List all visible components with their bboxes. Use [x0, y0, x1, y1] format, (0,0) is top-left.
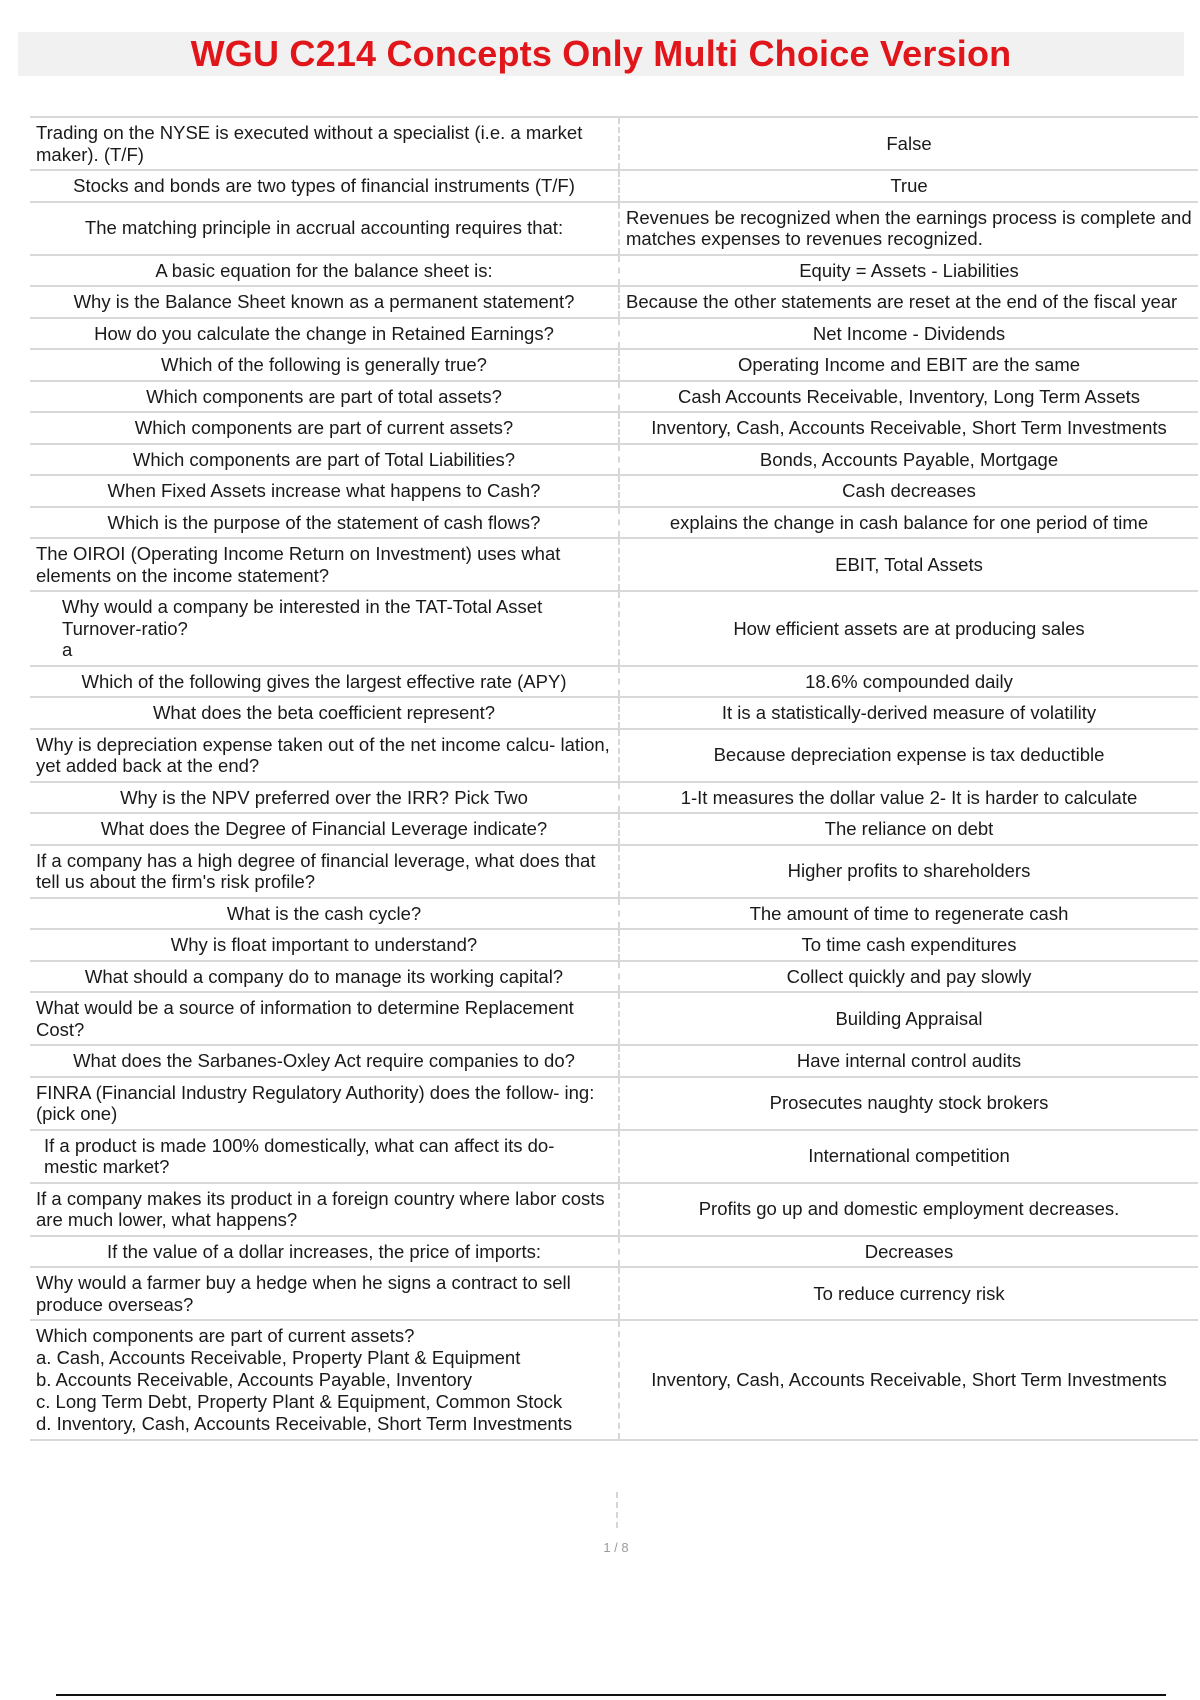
question-cell: What is the cash cycle?	[30, 898, 619, 930]
table-row	[30, 591, 1198, 666]
table-row	[30, 992, 1198, 1045]
question-cell: If a product is made 100% domestically, what can affect its do- mestic market?	[30, 1130, 619, 1183]
answer-cell: Operating Income and EBIT are the same	[619, 349, 1198, 381]
question-cell	[30, 1320, 619, 1440]
question-cell: FINRA (Financial Industry Regulatory Authority) does the follow- ing: (pick one)	[30, 1077, 619, 1130]
question-cell: Which is the purpose of the statement of cash flows?	[30, 507, 619, 539]
answer-cell: True	[619, 170, 1198, 202]
question-cell: Why is depreciation expense taken out of the net income calcu- lation, yet added back at the end?	[30, 729, 619, 782]
answer-cell: The amount of time to regenerate cash	[619, 898, 1198, 930]
table-row	[30, 117, 1198, 170]
table-row	[30, 412, 1198, 444]
question-cell: The OIROI (Operating Income Return on Investment) uses what elements on the income statement?	[30, 538, 619, 591]
question-cell: What does the Sarbanes-Oxley Act require companies to do?	[30, 1045, 619, 1077]
answer-cell: Have internal control audits	[619, 1045, 1198, 1077]
answer-cell: Prosecutes naughty stock brokers	[619, 1077, 1198, 1130]
table-row	[30, 538, 1198, 591]
answer-cell: How efficient assets are at producing sales	[619, 591, 1198, 666]
answer-cell: Decreases	[619, 1236, 1198, 1268]
table-row	[30, 507, 1198, 539]
answer-option: d. Inventory, Cash, Accounts Receivable, Short Term Investments	[36, 1413, 573, 1434]
question-cell: A basic equation for the balance sheet is:	[30, 255, 619, 287]
answer-cell: Cash Accounts Receivable, Inventory, Long Term Assets	[619, 381, 1198, 413]
answer-cell: Inventory, Cash, Accounts Receivable, Short Term Investments	[619, 1320, 1198, 1440]
question-cell: Which components are part of current assets?	[30, 412, 619, 444]
page-title: WGU C214 Concepts Only Multi Choice Version	[190, 33, 1012, 74]
answer-cell: EBIT, Total Assets	[619, 538, 1198, 591]
answer-cell: The reliance on debt	[619, 813, 1198, 845]
table-row	[30, 666, 1198, 698]
table-row	[30, 1130, 1198, 1183]
question-cell: Which of the following is generally true?	[30, 349, 619, 381]
question-cell: What would be a source of information to determine Replacement Cost?	[30, 992, 619, 1045]
question-cell: Why is float important to understand?	[30, 929, 619, 961]
table-row	[30, 697, 1198, 729]
table-row	[30, 286, 1198, 318]
table-row	[30, 1183, 1198, 1236]
answer-cell: False	[619, 117, 1198, 170]
table-row	[30, 845, 1198, 898]
answer-option: b. Accounts Receivable, Accounts Payable, Inventory	[36, 1369, 473, 1390]
table-row	[30, 782, 1198, 814]
question-cell: Stocks and bonds are two types of financial instruments (T/F)	[30, 170, 619, 202]
answer-cell: Net Income - Dividends	[619, 318, 1198, 350]
table-row	[30, 898, 1198, 930]
answer-cell: 1-It measures the dollar value 2- It is harder to calculate	[619, 782, 1198, 814]
answer-cell: Building Appraisal	[619, 992, 1198, 1045]
answer-cell: explains the change in cash balance for one period of time	[619, 507, 1198, 539]
table-row	[30, 1236, 1198, 1268]
answer-cell: Equity = Assets - Liabilities	[619, 255, 1198, 287]
answer-cell: Because depreciation expense is tax deductible	[619, 729, 1198, 782]
answer-cell: To reduce currency risk	[619, 1267, 1198, 1320]
table-row	[30, 202, 1198, 255]
table-row	[30, 1077, 1198, 1130]
answer-option: a. Cash, Accounts Receivable, Property Plant & Equipment	[36, 1347, 521, 1368]
table-row	[30, 255, 1198, 287]
table-row	[30, 1267, 1198, 1320]
answer-cell: Higher profits to shareholders	[619, 845, 1198, 898]
question-cell: Which components are part of Total Liabilities?	[30, 444, 619, 476]
question-option-marker: a	[62, 639, 73, 660]
question-cell: Why is the NPV preferred over the IRR? Pick Two	[30, 782, 619, 814]
question-cell	[30, 591, 619, 666]
table-row	[30, 1045, 1198, 1077]
question-cell: When Fixed Assets increase what happens to Cash?	[30, 475, 619, 507]
question-cell: What does the Degree of Financial Leverage indicate?	[30, 813, 619, 845]
table-row	[30, 1320, 1198, 1440]
question-cell: Trading on the NYSE is executed without a specialist (i.e. a market maker). (T/F)	[30, 117, 619, 170]
question-cell: Which of the following gives the largest effective rate (APY)	[30, 666, 619, 698]
question-cell: What does the beta coefficient represent?	[30, 697, 619, 729]
answer-cell: 18.6% compounded daily	[619, 666, 1198, 698]
bottom-rule	[56, 1694, 1166, 1696]
question-cell: How do you calculate the change in Retained Earnings?	[30, 318, 619, 350]
answer-cell: International competition	[619, 1130, 1198, 1183]
table-row	[30, 444, 1198, 476]
answer-cell: Profits go up and domestic employment decreases.	[619, 1183, 1198, 1236]
qa-table	[30, 116, 1198, 1441]
table-row	[30, 929, 1198, 961]
answer-option: c. Long Term Debt, Property Plant & Equipment, Common Stock	[36, 1391, 563, 1412]
question-cell: Why would a farmer buy a hedge when he signs a contract to sell produce overseas?	[30, 1267, 619, 1320]
table-row	[30, 729, 1198, 782]
table-row	[30, 349, 1198, 381]
table-row	[30, 170, 1198, 202]
answer-cell: To time cash expenditures	[619, 929, 1198, 961]
title-band	[18, 32, 1184, 76]
table-row	[30, 381, 1198, 413]
question-cell: The matching principle in accrual accounting requires that:	[30, 202, 619, 255]
answer-cell: Cash decreases	[619, 475, 1198, 507]
question-cell: If a company has a high degree of financial leverage, what does that tell us about the firm's risk profile?	[30, 845, 619, 898]
answer-cell: Inventory, Cash, Accounts Receivable, Short Term Investments	[619, 412, 1198, 444]
table-row	[30, 318, 1198, 350]
answer-cell: Because the other statements are reset at the end of the fiscal year	[619, 286, 1198, 318]
page-number: 1 / 8	[603, 1540, 629, 1555]
answer-cell: Collect quickly and pay slowly	[619, 961, 1198, 993]
question-text: Why would a company be interested in the TAT-Total Asset Turnover-ratio?	[62, 596, 543, 639]
table-row	[30, 475, 1198, 507]
question-cell: Which components are part of total assets?	[30, 381, 619, 413]
question-cell: What should a company do to manage its working capital?	[30, 961, 619, 993]
table-row	[30, 961, 1198, 993]
answer-cell: Bonds, Accounts Payable, Mortgage	[619, 444, 1198, 476]
answer-cell: It is a statistically-derived measure of volatility	[619, 697, 1198, 729]
column-divider	[616, 1492, 618, 1528]
question-cell: If a company makes its product in a foreign country where labor costs are much lower, what happens?	[30, 1183, 619, 1236]
question-text: Which components are part of current assets?	[36, 1325, 415, 1346]
question-cell: If the value of a dollar increases, the price of imports:	[30, 1236, 619, 1268]
table-row	[30, 813, 1198, 845]
question-cell: Why is the Balance Sheet known as a permanent statement?	[30, 286, 619, 318]
answer-cell: Revenues be recognized when the earnings process is complete and matches expenses to revenues recognized.	[619, 202, 1198, 255]
